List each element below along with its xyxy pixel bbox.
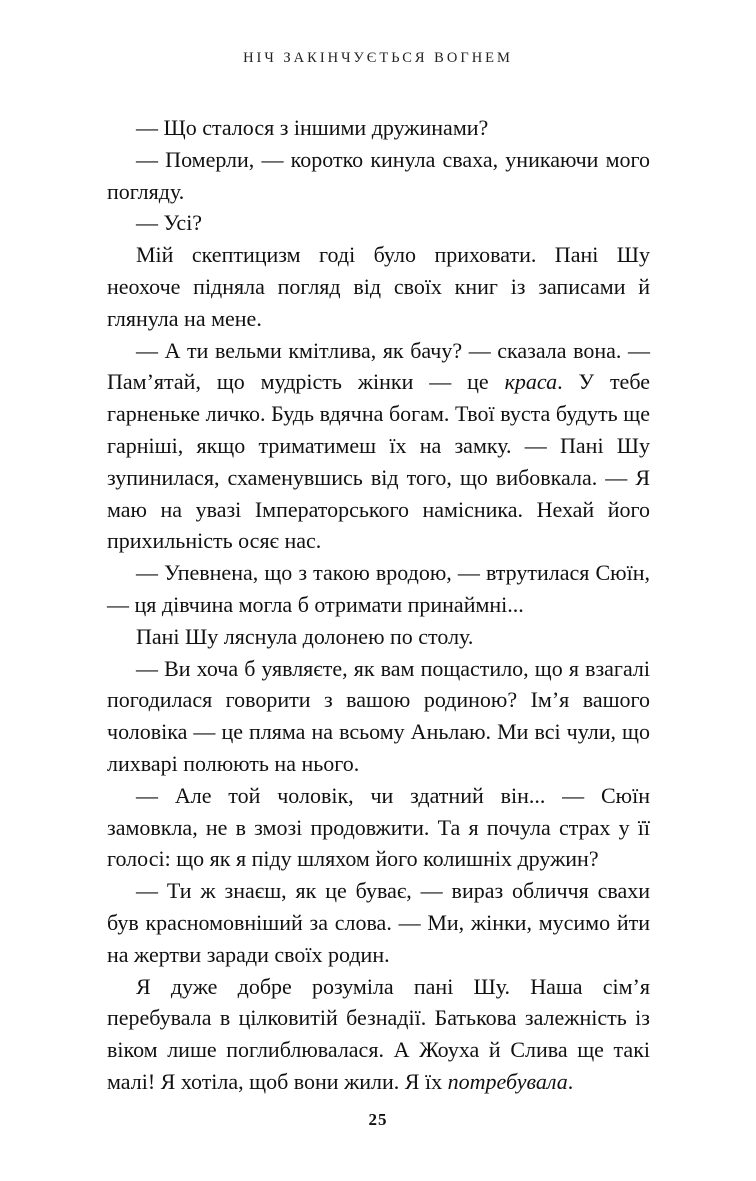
paragraph: [107, 971, 650, 1098]
body-text: [107, 112, 650, 1098]
text-run: — Ти ж знаєш, як це буває, — вираз обличчя свахи був красномовніший за слова. — Ми, жінки, мусимо йти на жертви заради своїх родин.: [107, 878, 650, 967]
text-run: — Ви хоча б уявляєте, як вам пощастило, що я взагалі погодилася говорити з вашою родиною? Ім’я вашого чоловіка — це пляма на всьому Аньлаю. Ми всі чули, що лихварі полюють на нього.: [107, 655, 650, 776]
text-run: — А ти вельми кмітлива, як бачу? — сказала вона. — Пам’ятай, що мудрість жінки — це: [107, 337, 650, 395]
text-run: Мій скептицизм годі було приховати. Пані Шу неохоче підняла погляд від своїх книг із записами й глянула на мене.: [107, 242, 650, 331]
text-run: — Але той чоловік, чи здатний він... — Сюїн замовкла, не в змозі продовжити. Та я почула страх у її голосі: що як я піду шляхом його колишніх дружин?: [107, 782, 650, 872]
paragraph: [107, 653, 650, 780]
text-run: .: [567, 1068, 574, 1094]
paragraph: [107, 239, 650, 334]
paragraph: [107, 557, 650, 621]
italic-run: потребувала: [447, 1068, 568, 1094]
italic-run: краса: [504, 369, 558, 395]
text-run: — Що сталося з іншими дружинами?: [136, 115, 489, 140]
text-run: — Упевнена, що з такою вродою, — втрутилася Сюїн, — ця дівчина могла б отримати принаймні...: [107, 560, 650, 617]
text-run: — Померли, — коротко кинула сваха, уникаючи мого погляду.: [107, 146, 650, 204]
paragraph: [107, 780, 650, 875]
paragraph: [107, 112, 650, 144]
text-run: Я дуже добре розуміла пані Шу. Наша сім’я перебувала в цілковитій безнадії. Батькова залежність із віком лише поглиблювалася. А Жоуха й Слива ще такі малі! Я хотіла, щоб вони жили. Я їх: [107, 973, 650, 1094]
paragraph: [107, 207, 650, 239]
text-run: Пані Шу ляснула долонею по столу.: [136, 623, 474, 649]
running-head: НІЧ ЗАКІНЧУЄТЬСЯ ВОГНЕМ: [243, 50, 513, 66]
paragraph: [107, 335, 650, 558]
paragraph: [107, 621, 650, 653]
page-number: 25: [368, 1110, 388, 1129]
paragraph: [107, 144, 650, 208]
text-run: . У тебе гарненьке личко. Будь вдячна богам. Твої вуста будуть ще гарніші, якщо триматимеш їх на замку. — Пані Шу зупинилася, схаменувшись від того, що вибовкала. — Я маю на увазі Імператорського намісника. Нехай його прихильність осяє нас.: [107, 369, 650, 554]
paragraph: [107, 875, 650, 970]
text-run: — Усі?: [136, 210, 203, 236]
